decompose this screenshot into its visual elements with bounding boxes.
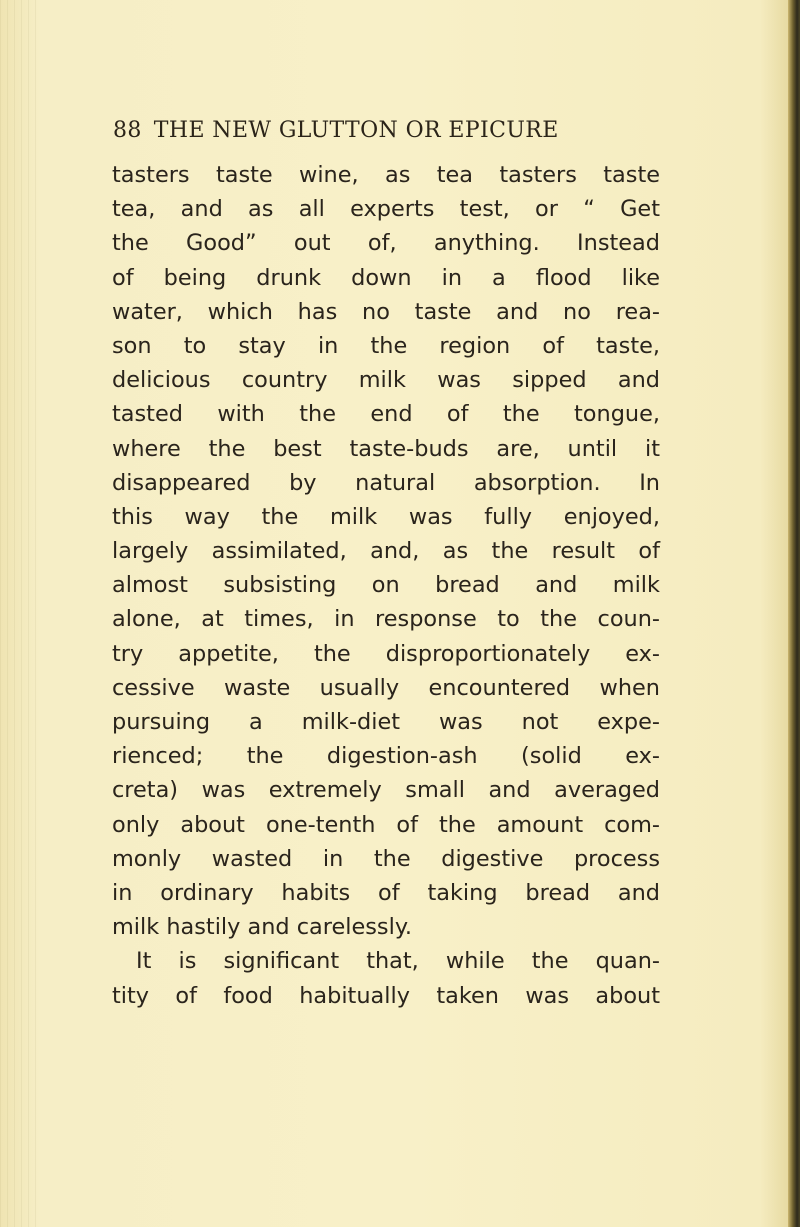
text-line: this way the milk was fully enjoyed, bbox=[112, 503, 660, 530]
text-line: the Good” out of, anything. Instead bbox=[112, 230, 660, 257]
body-text bbox=[112, 158, 660, 1013]
text-line: milk hastily and carelessly. bbox=[112, 914, 412, 941]
text-line: tea, and as all experts test, or “ Get bbox=[112, 196, 660, 223]
page-edge bbox=[788, 0, 800, 1227]
text-line: tasters taste wine, as tea tasters taste bbox=[112, 162, 660, 188]
binding-gutter bbox=[0, 0, 42, 1227]
text-line: cessive waste usually encountered when bbox=[112, 674, 660, 701]
text-line: water, which has no taste and no rea- bbox=[112, 298, 660, 325]
text-line: alone, at times, in response to the coun- bbox=[112, 606, 660, 633]
text-line: rienced; the digestion-ash (solid ex- bbox=[112, 743, 660, 770]
running-title: THE NEW GLUTTON OR EPICURE bbox=[153, 118, 559, 143]
text-line: only about one-tenth of the amount com- bbox=[112, 811, 660, 838]
text-line: of being drunk down in a flood like bbox=[112, 264, 660, 291]
text-line: son to stay in the region of taste, bbox=[112, 332, 660, 359]
text-line: tity of food habitually taken was about bbox=[112, 982, 660, 1009]
text-line: where the best taste-buds are, until it bbox=[112, 435, 660, 462]
text-line: try appetite, the disproportionately ex- bbox=[112, 640, 660, 667]
text-line: tasted with the end of the tongue, bbox=[112, 401, 660, 428]
text-line: monly wasted in the digestive process bbox=[112, 845, 660, 872]
text-line: almost subsisting on bread and milk bbox=[112, 572, 660, 599]
text-line: in ordinary habits of taking bread and bbox=[112, 879, 660, 906]
running-header bbox=[113, 118, 559, 143]
text-line: creta) was extremely small and averaged bbox=[112, 777, 660, 804]
text-line: disappeared by natural absorption. In bbox=[112, 469, 660, 496]
text-line: It is significant that, while the quan- bbox=[136, 948, 660, 975]
text-line: pursuing a milk-diet was not expe- bbox=[112, 709, 660, 735]
text-line: largely assimilated, and, as the result of bbox=[112, 538, 660, 565]
page-number: 88 bbox=[113, 118, 142, 143]
text-line: delicious country milk was sipped and bbox=[112, 367, 660, 394]
